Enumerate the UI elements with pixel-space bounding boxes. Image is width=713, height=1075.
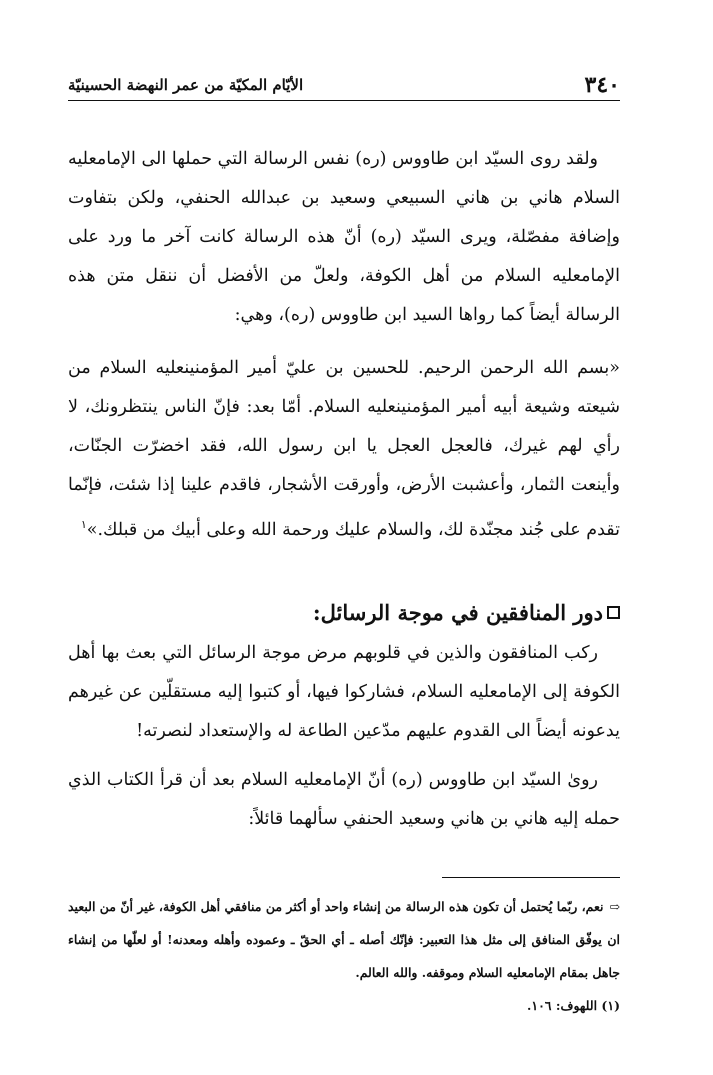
paragraph: روىٰ السيّد ابن طاووس (ره) أنّ الإمامعليه السلام بعد أن قرأ الكتاب الذي حمله إليه هاني بن هاني وسعيد الحنفي سألهما قائلاً: — [68, 770, 620, 829]
square-bullet-icon — [607, 606, 620, 619]
quoted-letter-text: «بسم الله الرحمن الرحيم. للحسين بن عليّ أمير المؤمنينعليه السلام من شيعته وشيعة أبيه أمير المؤمنينعليه السلام. أمّا بعد: فإنّ الناس ينتظرونك، لا رأي لهم غيرك، فالعجل العجل يا ابن رسول الله، فقد اخضرّت الجنّات، وأينعت الثمار، وأعشبت الأرض، وأورقت الأشجار، فاقدم علينا إذا شئت، فإنّما تقدم على جُند مجنّدة لك، والسلام عليك ورحمة الله وعلى أبيك من قبلك.» — [68, 358, 620, 540]
arrow-icon: ⇨ — [609, 899, 620, 914]
running-title: الأيّام المكيّة من عمر النهضة الحسينيّة — [68, 76, 304, 94]
page-number: ٣٤٠ — [584, 72, 620, 98]
main-text — [68, 140, 620, 564]
page-header — [68, 70, 620, 101]
footnote-divider — [442, 877, 620, 878]
section-heading — [68, 600, 620, 625]
footnotes — [68, 890, 620, 1022]
footnote-source: (١) اللهوف: ١٠٦. — [527, 998, 620, 1013]
footnote-ref: ١ — [80, 518, 87, 531]
paragraph: ركب المنافقون والذين في قلوبهم مرض موجة الرسائل التي بعث بها أهل الكوفة إلى الإمامعليه السلام، فشاركوا فيها، أو كتبوا إليه مستقلّين عن غيرهم يدعونه أيضاً الى القدوم عليهم مدّعين الطاعة له والإستعداد لنصرته! — [68, 643, 620, 741]
footnote-continuation — [68, 890, 620, 989]
section-body — [68, 634, 620, 849]
paragraph: ولقد روى السيّد ابن طاووس (ره) نفس الرسالة التي حملها الى الإمامعليه السلام هاني بن هاني السبيعي وسعيد بن عبدالله الحنفي، ولكن بتفاوت وإضافة مفصّلة، ويرى السيّد (ره) أنّ هذه الرسالة كانت آخر ما ورد على الإمامعليه السلام من أهل الكوفة، ولعلّ من الأفضل أن ننقل متن هذه الرسالة أيضاً كما رواها السيد ابن طاووس (ره)، وهي: — [68, 149, 620, 325]
section-heading-text: دور المنافقين في موجة الرسائل: — [312, 600, 603, 625]
quoted-letter — [68, 349, 620, 550]
footnote-continuation-text: نعم، ربّما يُحتمل أن تكون هذه الرسالة من إنشاء واحد أو أكثر من منافقي أهل الكوفة، غير أنّ من البعيد ان يوفّق المنافق إلى مثل هذا التعبير: فإنّك أصله ـ أي الحقّ ـ وعموده وأهله ومعدنه! أو لعلّها من إنشاء جاهل بمقام الإمامعليه السلام وموقفه. والله العالم. — [68, 899, 620, 980]
